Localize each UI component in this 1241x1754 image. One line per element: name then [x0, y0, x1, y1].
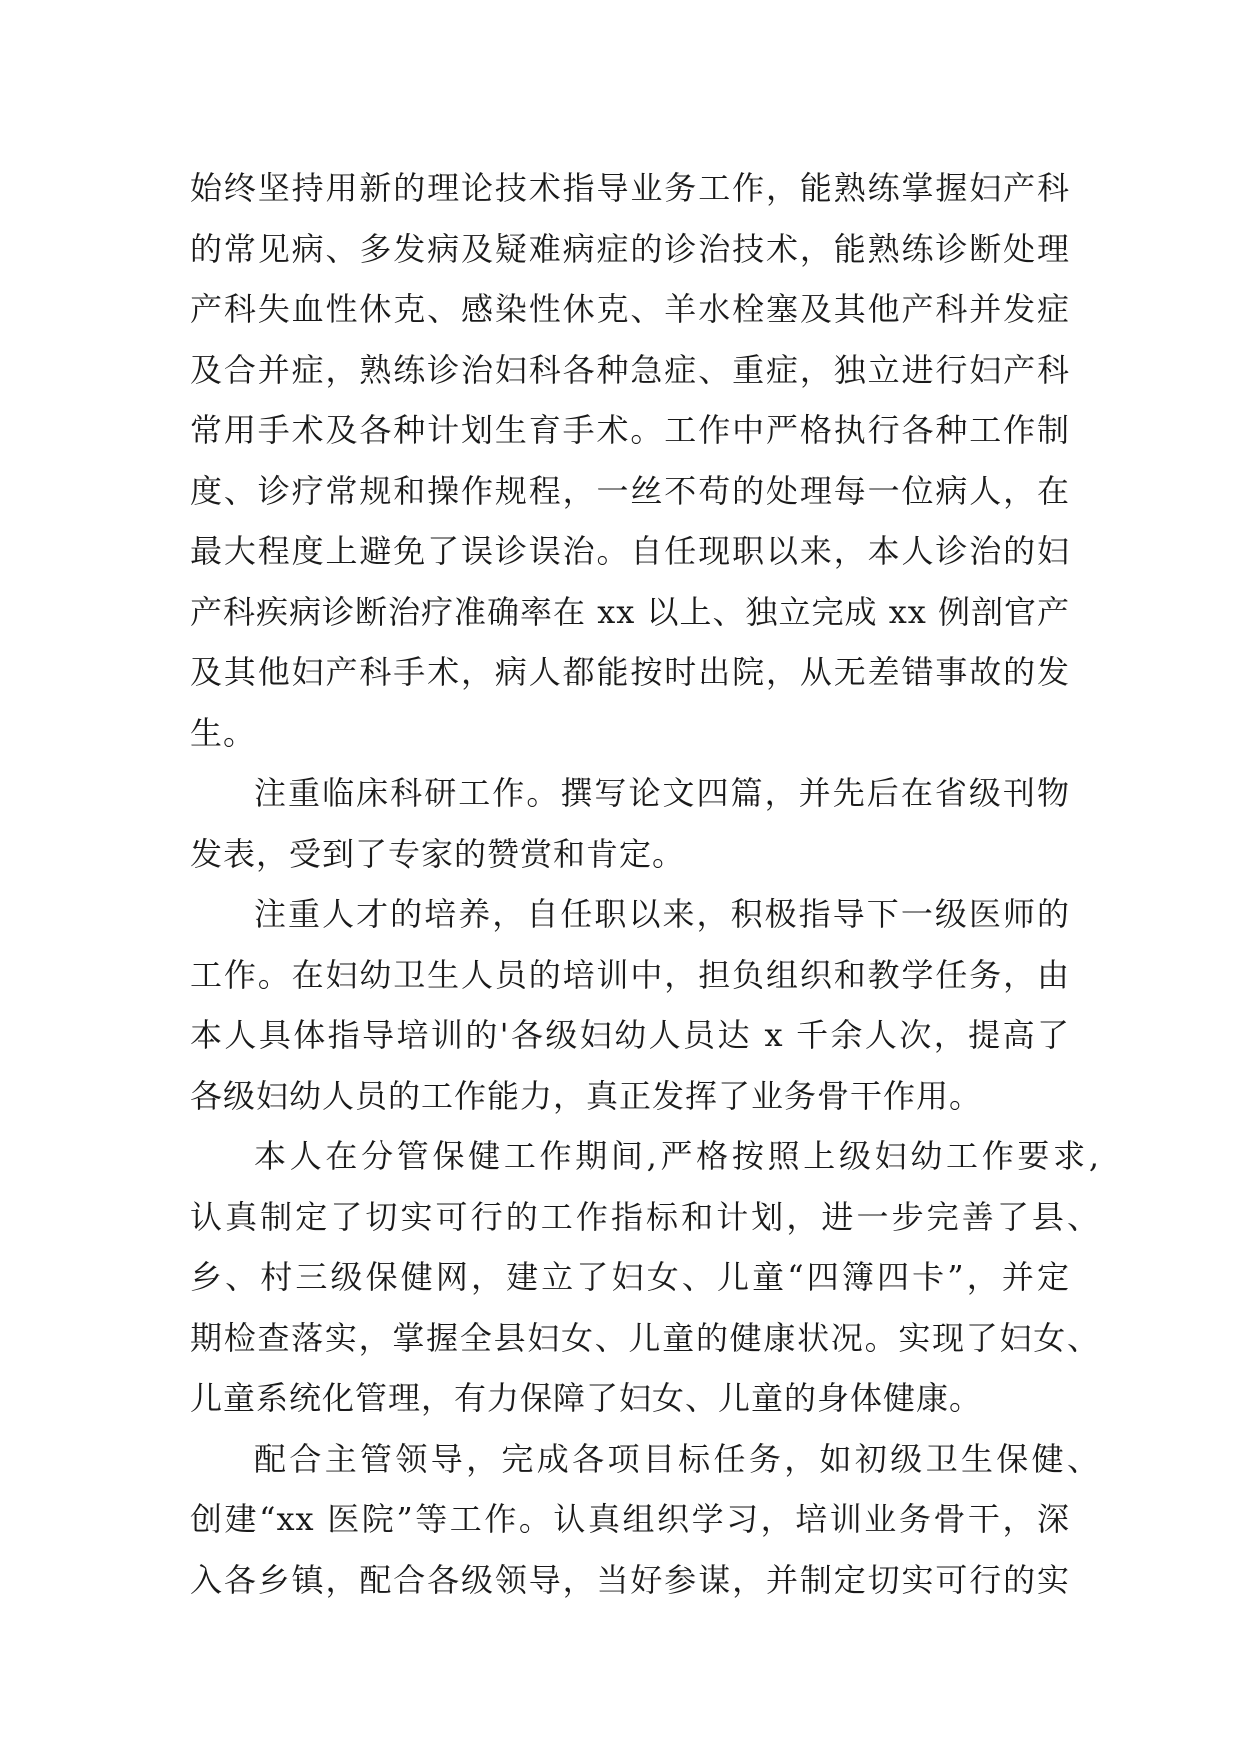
- text-line: 度、诊疗常规和操作规程，一丝不苟的处理每一位病人，在: [190, 471, 1070, 510]
- text-line: 始终坚持用新的理论技术指导业务工作，能熟练掌握妇产科: [190, 169, 1070, 207]
- text-line: 本人在分管保健工作期间,严格按照上级妇幼工作要求,: [254, 1137, 1100, 1175]
- document-body: [190, 158, 1100, 1610]
- text-line: 创建“xx 医院”等工作。认真组织学习，培训业务骨干，深: [190, 1500, 1070, 1538]
- text-line: 工作。在妇幼卫生人员的培训中，担负组织和教学任务，由: [190, 955, 1070, 994]
- text-line: 各级妇幼人员的工作能力，真正发挥了业务骨干作用。: [190, 1076, 983, 1115]
- text-line: 配合主管领导，完成各项目标任务，如初级卫生保健、: [254, 1439, 1100, 1478]
- text-line: 期检查落实，掌握全县妇女、儿童的健康状况。实现了妇女、: [190, 1318, 1100, 1357]
- paragraph-research: [190, 763, 1070, 884]
- paragraph-task-completion: [190, 1429, 1100, 1611]
- text-line: 产科疾病诊断治疗准确率在 xx 以上、独立完成 xx 例剖官产: [190, 592, 1070, 631]
- text-line: 最大程度上避免了误诊误治。自任现职以来，本人诊治的妇: [190, 532, 1070, 570]
- text-line: 乡、村三级保健网，建立了妇女、儿童“四簿四卡”，并定: [190, 1258, 1070, 1296]
- text-line: 入各乡镇，配合各级领导，当好参谋，并制定切实可行的实: [190, 1560, 1070, 1599]
- paragraph-talent-training: [190, 884, 1070, 1126]
- paragraph-healthcare-management: [190, 1126, 1100, 1429]
- text-line: 认真制定了切实可行的工作指标和计划，进一步完善了县、: [190, 1197, 1100, 1236]
- text-line: 发表，受到了专家的赞赏和肯定。: [190, 834, 686, 873]
- text-line: 生。: [190, 713, 257, 752]
- text-line: 注重临床科研工作。撰写论文四篇，并先后在省级刊物: [254, 774, 1070, 812]
- text-line: 的常见病、多发病及疑难病症的诊治技术，能熟练诊断处理: [190, 229, 1070, 268]
- text-line: 注重人才的培养，自任职以来，积极指导下一级医师的: [254, 895, 1070, 933]
- text-line: 产科失血性休克、感染性休克、羊水栓塞及其他产科并发症: [190, 290, 1070, 328]
- text-line: 本人具体指导培训的'各级妇幼人员达 x 千余人次，提高了: [190, 1016, 1070, 1054]
- text-line: 及其他妇产科手术，病人都能按时出院，从无差错事故的发: [190, 653, 1070, 691]
- text-line: 儿童系统化管理，有力保障了妇女、儿童的身体健康。: [190, 1379, 983, 1417]
- paragraph-clinical-skills: [190, 158, 1070, 763]
- text-line: 常用手术及各种计划生育手术。工作中严格执行各种工作制: [190, 411, 1070, 449]
- text-line: 及合并症，熟练诊治妇科各种急症、重症，独立进行妇产科: [190, 350, 1070, 389]
